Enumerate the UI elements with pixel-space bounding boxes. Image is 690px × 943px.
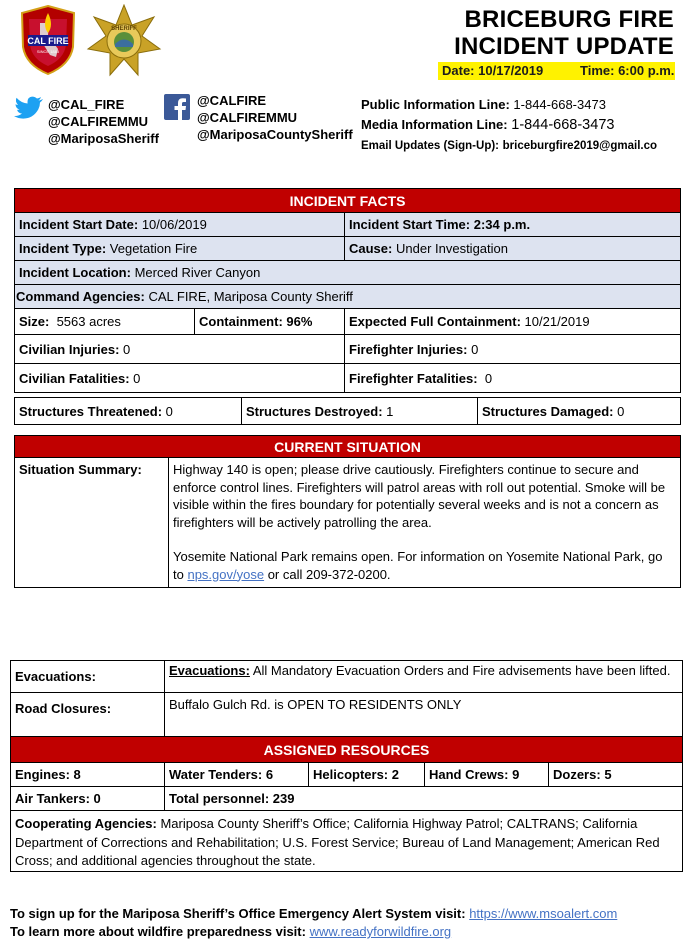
date-value: 10/17/2019 <box>478 63 544 78</box>
incident-facts-table <box>14 188 681 393</box>
current-situation-table <box>14 435 681 588</box>
expected-containment: Expected Full Containment: 10/21/2019 <box>345 309 681 335</box>
title-line-2: INCIDENT UPDATE <box>454 33 674 60</box>
date-time-bar <box>438 62 675 80</box>
twitter-handle[interactable]: @CAL_FIRE <box>48 97 125 112</box>
twitter-icon <box>14 96 44 122</box>
cal-fire-logo-text: CAL FIRE <box>27 36 69 46</box>
sheriff-badge-text: SHERIFF <box>111 26 137 32</box>
situation-summary-text <box>169 458 681 588</box>
media-info-line <box>361 115 657 135</box>
command-agencies: Command Agencies: CAL FIRE, Mariposa County Sheriff <box>15 285 681 309</box>
structures-damaged: Structures Damaged: 0 <box>478 398 681 425</box>
structures-threatened: Structures Threatened: 0 <box>15 398 242 425</box>
facebook-handle[interactable]: @MariposaCountySheriff <box>197 127 353 142</box>
twitter-handle[interactable]: @CALFIREMMU <box>48 114 149 129</box>
firefighter-fatalities: Firefighter Fatalities: 0 <box>345 364 681 393</box>
footer-alert-line: To sign up for the Mariposa Sheriff’s Office Emergency Alert System visit: https://www.msoalert.com <box>10 906 618 921</box>
facebook-handle[interactable]: @CALFIREMMU <box>197 110 298 125</box>
sheriff-badge-logo <box>86 4 162 78</box>
cooperating-agencies: Cooperating Agencies: Mariposa County Sheriff’s Office; California Highway Patrol; CALTRANS; California Department of Corrections and Rehabilitation; U.S. Forest Service; Bureau of Land Management; American Red Cross; and additional agencies throughout the state. <box>11 811 683 872</box>
incident-cause: Cause: Under Investigation <box>345 237 681 261</box>
twitter-handle[interactable]: @MariposaSheriff <box>48 131 159 146</box>
page-title <box>454 6 674 60</box>
incident-type: Incident Type: Vegetation Fire <box>15 237 345 261</box>
evacuations-label: Evacuations: <box>11 661 165 693</box>
structures-destroyed: Structures Destroyed: 1 <box>242 398 478 425</box>
email-label: Email Updates (Sign-Up): <box>361 140 500 152</box>
road-closures-value: Buffalo Gulch Rd. is OPEN TO RESIDENTS ONLY <box>165 693 683 737</box>
public-info-label: Public Information Line: <box>361 97 510 112</box>
situation-paragraph-2: Yosemite National Park remains open. For information on Yosemite National Park, go to nps.gov/yose or call 209-372-0200. <box>173 549 663 582</box>
email-address[interactable]: briceburgfire2019@gmail.co <box>502 140 658 152</box>
civilian-injuries: Civilian Injuries: 0 <box>15 335 345 364</box>
time-field <box>580 62 674 80</box>
readyforwildfire-link[interactable]: www.readyforwildfire.org <box>309 924 452 939</box>
media-info-number: 1-844-668-3473 <box>511 117 615 133</box>
title-line-1: BRICEBURG FIRE <box>464 6 674 33</box>
footer-preparedness-line: To learn more about wildfire preparedness visit: www.readyforwildfire.org <box>10 924 452 939</box>
nps-link[interactable]: nps.gov/yose <box>187 566 265 582</box>
water-tenders: Water Tenders: 6 <box>165 763 309 787</box>
air-tankers: Air Tankers: 0 <box>11 787 165 811</box>
hand-crews: Hand Crews: 9 <box>425 763 549 787</box>
firefighter-injuries: Firefighter Injuries: 0 <box>345 335 681 364</box>
structures-table <box>14 397 681 425</box>
road-closures-label: Road Closures: <box>11 693 165 737</box>
media-info-label: Media Information Line: <box>361 117 508 132</box>
fire-size: Size: 5563 acres <box>15 309 195 335</box>
contact-info <box>361 95 657 156</box>
time-label: Time: <box>580 63 615 78</box>
evacuations-resources-table <box>10 660 683 872</box>
time-value: 6:00 p.m. <box>618 63 675 78</box>
current-situation-heading: CURRENT SITUATION <box>15 436 681 458</box>
public-info-line <box>361 95 657 115</box>
helicopters: Helicopters: 2 <box>309 763 425 787</box>
cal-fire-logo <box>20 5 76 75</box>
public-info-number: 1-844-668-3473 <box>513 97 606 112</box>
evacuations-value: Evacuations: All Mandatory Evacuation Orders and Fire advisements have been lifted. <box>165 661 683 693</box>
date-field <box>442 62 543 80</box>
engines: Engines: 8 <box>11 763 165 787</box>
dozers: Dozers: 5 <box>549 763 683 787</box>
incident-location: Incident Location: Merced River Canyon <box>15 261 681 285</box>
incident-facts-heading: INCIDENT FACTS <box>15 189 681 213</box>
containment: Containment: 96% <box>195 309 345 335</box>
assigned-resources-heading: ASSIGNED RESOURCES <box>11 737 683 763</box>
facebook-icon <box>164 94 190 120</box>
date-label: Date: <box>442 63 475 78</box>
incident-start-date: Incident Start Date: 10/06/2019 <box>15 213 345 237</box>
situation-paragraph-1: Highway 140 is open; please drive cautiously. Firefighters continue to secure and enforce control lines. Firefighters will patrol areas with roll out potential. Smoke will be visible within the fires boundary for potentially several weeks and is not a concern as firefighters will be actively patrolling the area. <box>173 462 666 530</box>
cal-fire-logo-sub: SINCE 1885 <box>36 49 60 54</box>
total-personnel: Total personnel: 239 <box>165 787 683 811</box>
email-updates-line <box>361 135 657 156</box>
incident-start-time: Incident Start Time: 2:34 p.m. <box>345 213 681 237</box>
facebook-handle[interactable]: @CALFIRE <box>197 93 267 108</box>
twitter-handles <box>48 96 159 147</box>
civilian-fatalities: Civilian Fatalities: 0 <box>15 364 345 393</box>
facebook-handles <box>197 92 353 143</box>
situation-summary-label: Situation Summary: <box>15 458 169 588</box>
msoalert-link[interactable]: https://www.msoalert.com <box>469 906 618 921</box>
